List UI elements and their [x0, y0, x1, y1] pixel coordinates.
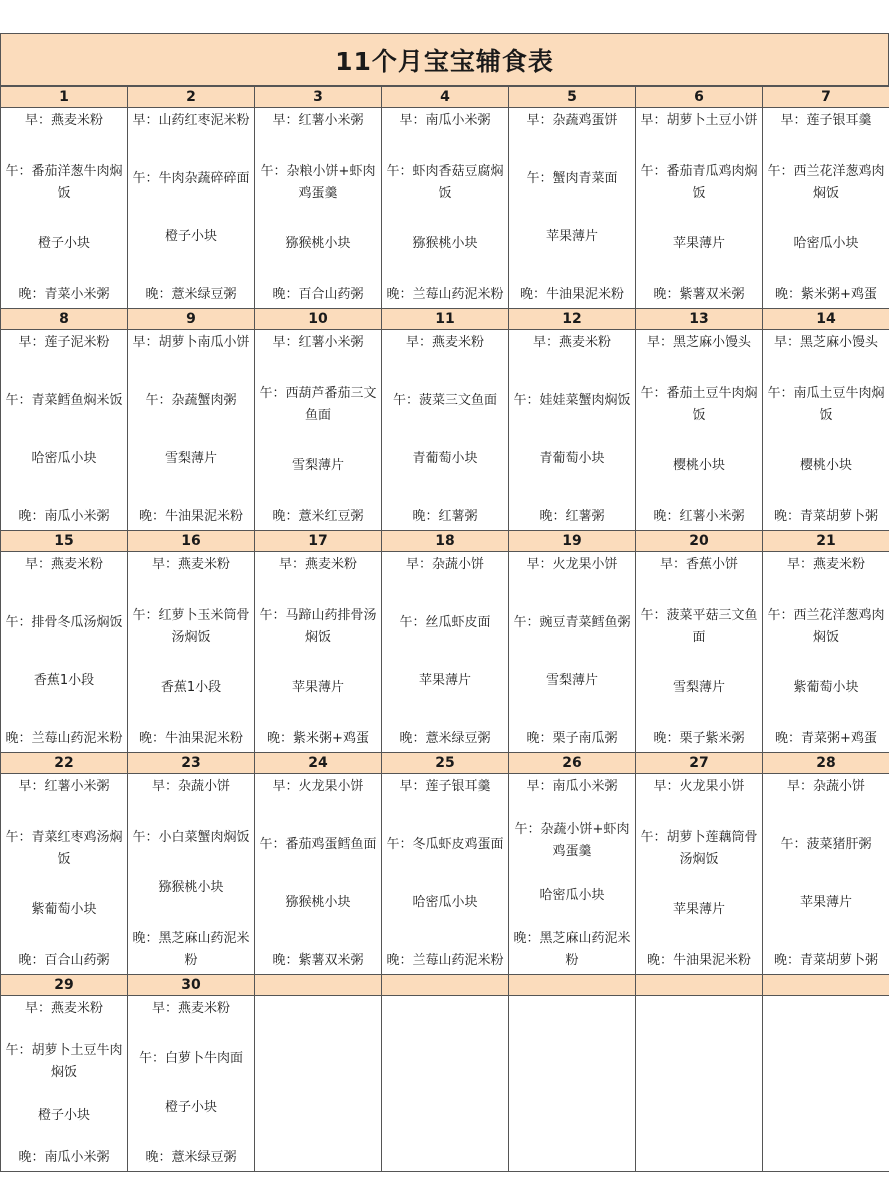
lunch-item: 午：番茄土豆牛肉焖饭 — [640, 385, 758, 423]
lunch-item: 午：白萝卜牛肉面 — [138, 1050, 243, 1066]
dinner-item: 晚：黑芝麻山药泥米粉 — [132, 930, 250, 968]
lunch-item: 午：牛肉杂蔬碎碎面 — [132, 171, 250, 186]
dinner-item: 晚：南瓜小米粥 — [18, 509, 110, 524]
day-number-row — [1, 87, 889, 108]
dinner-item: 晚：红薯粥 — [539, 509, 605, 524]
lunch-item: 午：冬瓜虾皮鸡蛋面 — [386, 837, 504, 852]
fruit-item: 雪梨薄片 — [545, 673, 598, 688]
fruit-item: 猕猴桃小块 — [158, 880, 224, 896]
dinner-item: 晚：紫薯双米粥 — [272, 953, 364, 968]
day-number: 22 — [1, 753, 128, 774]
fruit-item: 猕猴桃小块 — [285, 236, 351, 252]
breakfast-item: 早：杂蔬小饼 — [151, 779, 230, 794]
fruit-item: 雪梨薄片 — [164, 451, 217, 466]
day-number: 7 — [763, 87, 889, 108]
dinner-item: 晚：牛油果泥米粉 — [646, 952, 751, 968]
dinner-item: 晚：兰莓山药泥米粉 — [5, 731, 123, 746]
dinner-item: 晚：青菜胡萝卜粥 — [773, 508, 878, 524]
breakfast-item: 早：南瓜小米粥 — [526, 779, 618, 794]
day-number: 23 — [128, 753, 255, 774]
day-number: 21 — [763, 531, 889, 552]
day-number: 6 — [636, 87, 763, 108]
lunch-item: 午：西葫芦番茄三文鱼面 — [259, 385, 377, 423]
fruit-item: 哈密瓜小块 — [412, 895, 478, 910]
day-cell — [128, 552, 255, 753]
dinner-item: 晚：红薯小米粥 — [653, 508, 745, 524]
day-cell — [1, 774, 128, 975]
day-cell — [128, 108, 255, 309]
day-number: 2 — [128, 87, 255, 108]
breakfast-item: 早：火龙果小饼 — [653, 779, 745, 794]
day-number: 18 — [382, 531, 509, 552]
dinner-item: 晚：兰莓山药泥米粉 — [386, 286, 504, 302]
dinner-item: 晚：薏米绿豆粥 — [399, 731, 491, 746]
day-number: 25 — [382, 753, 509, 774]
day-number: 29 — [1, 975, 128, 996]
day-cell — [382, 774, 509, 975]
day-cell — [255, 774, 382, 975]
day-number: 20 — [636, 531, 763, 552]
dinner-item: 晚：薏米绿豆粥 — [145, 1149, 237, 1165]
day-cell — [1, 996, 128, 1172]
fruit-item: 猕猴桃小块 — [412, 236, 478, 252]
fruit-item: 苹果薄片 — [291, 680, 344, 696]
dinner-item: 晚：栗子紫米粥 — [653, 730, 745, 746]
dinner-item: 晚：紫薯双米粥 — [653, 286, 745, 302]
fruit-item: 香蕉1小段 — [160, 680, 222, 696]
day-cell — [636, 774, 763, 975]
fruit-item: 雪梨薄片 — [291, 458, 344, 474]
fruit-item: 橙子小块 — [164, 1100, 217, 1116]
day-number-row — [1, 753, 889, 774]
dinner-item: 晚：兰莓山药泥米粉 — [386, 953, 504, 968]
lunch-item: 午：蟹肉青菜面 — [526, 171, 618, 186]
fruit-item: 苹果薄片 — [672, 236, 725, 252]
day-cell — [382, 108, 509, 309]
dinner-item: 晚：青菜小米粥 — [18, 286, 110, 302]
breakfast-item: 早：莲子银耳羹 — [780, 113, 872, 128]
dinner-item: 晚：百合山药粥 — [272, 286, 364, 302]
breakfast-item: 早：红薯小米粥 — [272, 335, 364, 350]
lunch-item: 午：排骨冬瓜汤焖饭 — [5, 615, 123, 630]
day-cell — [636, 552, 763, 753]
day-number: 16 — [128, 531, 255, 552]
day-number — [255, 975, 382, 996]
day-cell — [763, 552, 889, 753]
day-number: 13 — [636, 309, 763, 330]
lunch-item: 午：菠菜平菇三文鱼面 — [640, 607, 758, 645]
breakfast-item: 早：火龙果小饼 — [526, 557, 618, 572]
day-cell — [382, 552, 509, 753]
fruit-item: 紫葡萄小块 — [793, 680, 859, 696]
fruit-item: 苹果薄片 — [545, 229, 598, 244]
day-cell — [255, 108, 382, 309]
title-bar — [0, 33, 889, 86]
day-number-row — [1, 309, 889, 330]
dinner-item: 晚：百合山药粥 — [18, 952, 110, 968]
fruit-item: 紫葡萄小块 — [31, 902, 97, 918]
day-cell — [255, 330, 382, 531]
day-number: 10 — [255, 309, 382, 330]
day-cell — [128, 330, 255, 531]
lunch-item: 午：西兰花洋葱鸡肉焖饭 — [767, 163, 885, 201]
day-number: 27 — [636, 753, 763, 774]
page-title: 11个月宝宝辅食表 — [335, 46, 554, 76]
breakfast-item: 早：燕麦米粉 — [151, 1001, 230, 1016]
day-number: 14 — [763, 309, 889, 330]
lunch-item: 午：娃娃菜蟹肉焖饭 — [513, 393, 631, 408]
breakfast-item: 早：燕麦米粉 — [151, 557, 230, 572]
meals-row — [1, 552, 889, 753]
breakfast-item: 早：燕麦米粉 — [405, 335, 484, 350]
breakfast-item: 早：黑芝麻小馒头 — [773, 335, 878, 350]
day-cell — [509, 996, 636, 1172]
meal-plan-sheet — [0, 33, 889, 1172]
lunch-item: 午：丝瓜虾皮面 — [399, 615, 491, 630]
day-cell — [509, 552, 636, 753]
day-number: 24 — [255, 753, 382, 774]
fruit-item: 樱桃小块 — [672, 458, 725, 474]
fruit-item: 苹果薄片 — [799, 895, 852, 910]
breakfast-item: 早：燕麦米粉 — [24, 1001, 103, 1016]
fruit-item: 樱桃小块 — [799, 458, 852, 474]
fruit-item: 苹果薄片 — [418, 673, 471, 688]
breakfast-item: 早：红薯小米粥 — [272, 113, 364, 128]
day-cell — [128, 996, 255, 1172]
day-number: 8 — [1, 309, 128, 330]
dinner-item: 晚：薏米绿豆粥 — [145, 287, 237, 302]
dinner-item: 晚：牛油果泥米粉 — [138, 509, 243, 524]
fruit-item: 香蕉1小段 — [33, 673, 95, 688]
breakfast-item: 早：莲子泥米粉 — [18, 335, 110, 350]
fruit-item: 橙子小块 — [164, 229, 217, 244]
day-number — [636, 975, 763, 996]
breakfast-item: 早：杂蔬小饼 — [786, 779, 865, 794]
day-number: 12 — [509, 309, 636, 330]
fruit-item: 哈密瓜小块 — [793, 236, 859, 252]
day-cell — [382, 996, 509, 1172]
breakfast-item: 早：燕麦米粉 — [532, 335, 611, 350]
lunch-item: 午：杂蔬小饼+虾肉鸡蛋羹 — [514, 822, 630, 860]
lunch-item: 午：番茄洋葱牛肉焖饭 — [5, 163, 123, 201]
meals-row — [1, 108, 889, 309]
day-cell — [636, 996, 763, 1172]
dinner-item: 晚：紫米粥+鸡蛋 — [775, 286, 877, 302]
dinner-item: 晚：红薯粥 — [412, 509, 478, 524]
day-cell — [509, 330, 636, 531]
dinner-item: 晚：紫米粥+鸡蛋 — [267, 730, 369, 746]
breakfast-item: 早：胡萝卜土豆小饼 — [640, 113, 758, 128]
fruit-item: 雪梨薄片 — [672, 680, 725, 696]
lunch-item: 午：番茄鸡蛋鳕鱼面 — [259, 837, 377, 852]
dinner-item: 晚：薏米红豆粥 — [272, 508, 364, 524]
lunch-item: 午：青菜鳕鱼焖米饭 — [5, 393, 123, 408]
day-cell — [509, 774, 636, 975]
day-number — [509, 975, 636, 996]
day-cell — [763, 996, 889, 1172]
day-number: 11 — [382, 309, 509, 330]
day-number — [382, 975, 509, 996]
fruit-item: 橙子小块 — [37, 236, 90, 252]
dinner-item: 晚：黑芝麻山药泥米粉 — [513, 930, 631, 968]
day-cell — [1, 108, 128, 309]
meals-row — [1, 330, 889, 531]
fruit-item: 青葡萄小块 — [539, 451, 605, 466]
day-number-row — [1, 531, 889, 552]
lunch-item: 午：豌豆青菜鳕鱼粥 — [513, 615, 631, 630]
breakfast-item: 早：红薯小米粥 — [18, 779, 110, 794]
breakfast-item: 早：燕麦米粉 — [786, 557, 865, 572]
fruit-item: 苹果薄片 — [672, 902, 725, 918]
day-number: 30 — [128, 975, 255, 996]
lunch-item: 午：红萝卜玉米筒骨汤焖饭 — [132, 607, 250, 645]
day-number: 1 — [1, 87, 128, 108]
breakfast-item: 早：杂蔬鸡蛋饼 — [526, 113, 618, 128]
lunch-item: 午：青菜红枣鸡汤焖饭 — [5, 829, 123, 867]
lunch-item: 午：菠菜三文鱼面 — [392, 393, 497, 408]
lunch-item: 午：胡萝卜土豆牛肉焖饭 — [5, 1043, 123, 1081]
day-number-row — [1, 975, 889, 996]
meal-calendar-table — [0, 86, 889, 1172]
lunch-item: 午：虾肉香菇豆腐焖饭 — [386, 163, 504, 201]
day-cell — [255, 552, 382, 753]
meals-row — [1, 774, 889, 975]
lunch-item: 午：杂蔬蟹肉粥 — [145, 393, 237, 408]
day-number — [763, 975, 889, 996]
breakfast-item: 早：山药红枣泥米粉 — [132, 113, 250, 128]
lunch-item: 午：杂粮小饼+虾肉鸡蛋羹 — [260, 163, 376, 201]
breakfast-item: 早：莲子银耳羹 — [399, 779, 491, 794]
dinner-item: 晚：南瓜小米粥 — [18, 1149, 110, 1165]
day-cell — [763, 108, 889, 309]
day-cell — [255, 996, 382, 1172]
day-number: 3 — [255, 87, 382, 108]
lunch-item: 午：西兰花洋葱鸡肉焖饭 — [767, 607, 885, 645]
fruit-item: 哈密瓜小块 — [539, 887, 605, 903]
breakfast-item: 早：黑芝麻小馒头 — [646, 335, 751, 350]
lunch-item: 午：菠菜猪肝粥 — [780, 837, 872, 852]
fruit-item: 青葡萄小块 — [412, 451, 478, 466]
day-number: 28 — [763, 753, 889, 774]
breakfast-item: 早：香蕉小饼 — [659, 557, 738, 572]
dinner-item: 晚：青菜粥+鸡蛋 — [775, 730, 877, 746]
breakfast-item: 早：南瓜小米粥 — [399, 113, 491, 128]
breakfast-item: 早：火龙果小饼 — [272, 779, 364, 794]
lunch-item: 午：南瓜土豆牛肉焖饭 — [767, 385, 885, 423]
day-cell — [382, 330, 509, 531]
day-number: 15 — [1, 531, 128, 552]
fruit-item: 橙子小块 — [37, 1107, 90, 1123]
day-cell — [763, 774, 889, 975]
day-cell — [763, 330, 889, 531]
fruit-item: 哈密瓜小块 — [31, 451, 97, 466]
day-number: 26 — [509, 753, 636, 774]
lunch-item: 午：小白菜蟹肉焖饭 — [132, 829, 250, 845]
day-number: 19 — [509, 531, 636, 552]
lunch-item: 午：胡萝卜莲藕筒骨汤焖饭 — [640, 829, 758, 867]
breakfast-item: 早：杂蔬小饼 — [405, 557, 484, 572]
day-number: 5 — [509, 87, 636, 108]
day-cell — [636, 330, 763, 531]
day-cell — [1, 552, 128, 753]
breakfast-item: 早：燕麦米粉 — [24, 557, 103, 572]
day-cell — [1, 330, 128, 531]
day-cell — [636, 108, 763, 309]
dinner-item: 晚：青菜胡萝卜粥 — [773, 953, 878, 968]
lunch-item: 午：番茄青瓜鸡肉焖饭 — [640, 163, 758, 201]
dinner-item: 晚：牛油果泥米粉 — [519, 287, 624, 302]
dinner-item: 晚：栗子南瓜粥 — [526, 731, 618, 746]
day-cell — [128, 774, 255, 975]
breakfast-item: 早：胡萝卜南瓜小饼 — [132, 335, 250, 350]
day-number: 17 — [255, 531, 382, 552]
meals-row — [1, 996, 889, 1172]
day-number: 4 — [382, 87, 509, 108]
fruit-item: 猕猴桃小块 — [285, 895, 351, 910]
breakfast-item: 早：燕麦米粉 — [278, 557, 357, 572]
breakfast-item: 早：燕麦米粉 — [24, 113, 103, 128]
day-cell — [509, 108, 636, 309]
day-number: 9 — [128, 309, 255, 330]
dinner-item: 晚：牛油果泥米粉 — [138, 730, 243, 746]
lunch-item: 午：马蹄山药排骨汤焖饭 — [259, 607, 377, 645]
